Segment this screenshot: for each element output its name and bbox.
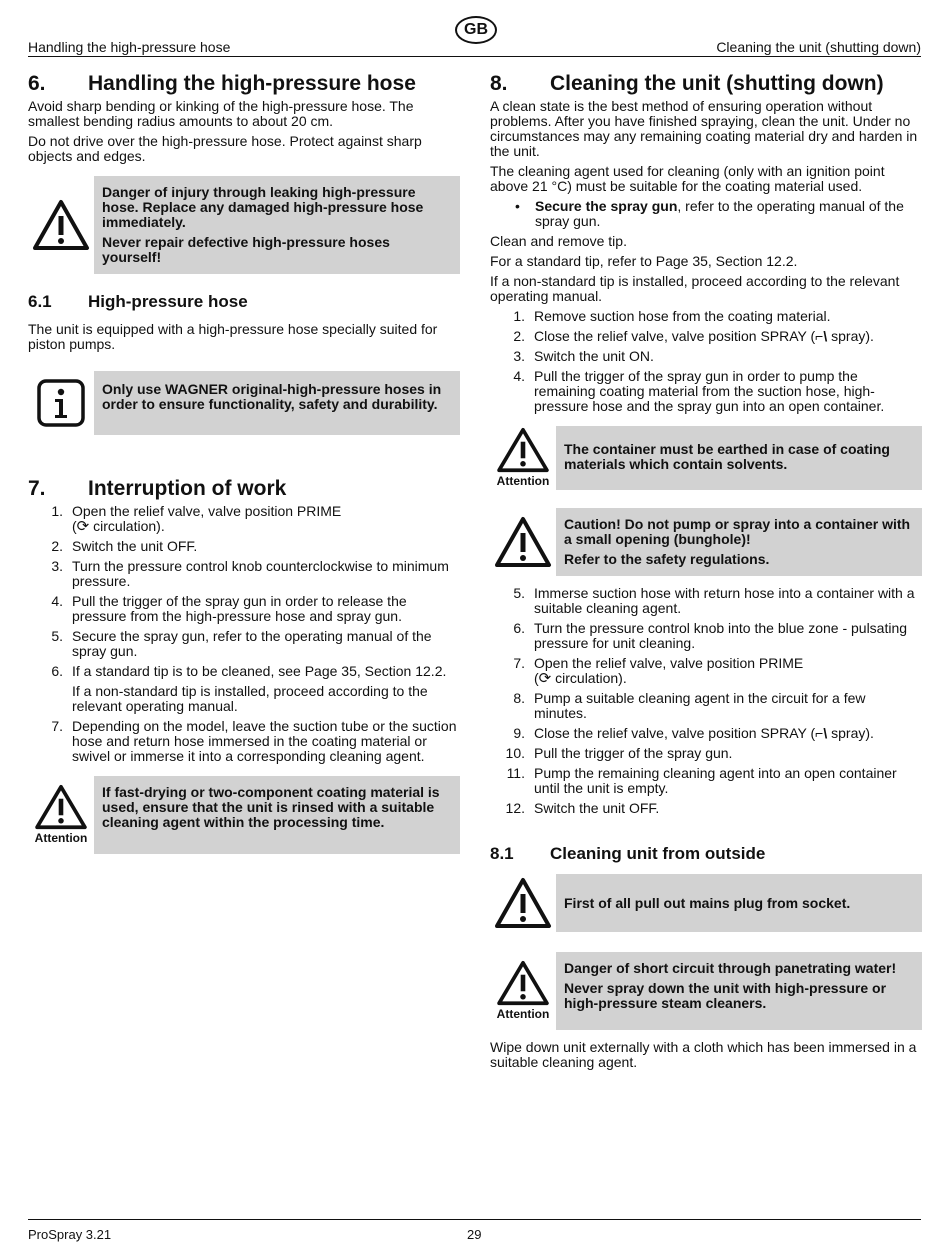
warning-icon: [34, 784, 88, 830]
danger-callout: [28, 176, 460, 274]
right-column: [490, 72, 922, 1075]
info-text: Only use WAGNER original-high-pressure hoses in order to ensure functionality, safety and durability.: [102, 381, 442, 412]
step-number: 12.: [505, 800, 525, 816]
list-item: [28, 629, 460, 659]
step-number: 11.: [506, 765, 525, 781]
step-number: 4.: [513, 368, 525, 384]
list-item: [28, 539, 460, 554]
header-rule: [28, 56, 921, 57]
attention-icon-block: [490, 426, 556, 490]
section-7-heading: [28, 477, 460, 501]
list-item: [28, 559, 460, 589]
list-item: [28, 719, 460, 764]
step-number: 7.: [51, 718, 63, 734]
step-subtext: circulation).: [93, 518, 165, 534]
paragraph: A clean state is the best method of ensuring operation without problems. After you have finished spraying, clean the unit. Under no circumstances may any remaining coating material dry and harden in the unit.: [490, 98, 918, 159]
step-text: Pull the trigger of the spray gun.: [534, 745, 733, 761]
attention-callout: [28, 776, 460, 854]
section-6-heading: [28, 72, 460, 96]
list-item: [490, 726, 922, 741]
step-number: 5.: [51, 628, 63, 644]
step-text: Switch the unit ON.: [534, 348, 654, 364]
attention-icon-block: [28, 776, 94, 854]
bullet-dot: •: [515, 198, 520, 214]
section-number: 8.: [490, 72, 508, 95]
attention-text: Never spray down the unit with high-pressure or high-pressure steam cleaners.: [564, 980, 887, 1011]
section-number: 6.1: [28, 292, 52, 311]
step-text: Depending on the model, leave the suction tube or the suction hose and return hose immersed in the coating material or swivel or immerse it into a corresponding cleaning agent.: [72, 718, 457, 764]
danger-text: Never repair defective high-pressure hoses yourself!: [102, 234, 390, 265]
list-item: [490, 329, 922, 344]
paragraph: Clean and remove tip.: [490, 233, 627, 249]
step-text: If a standard tip is to be cleaned, see Page 35, Section 12.2.: [72, 663, 447, 679]
section-8-1-heading: [490, 844, 922, 864]
list-item: [490, 621, 922, 651]
page-number: 29: [467, 1227, 482, 1242]
warning-icon: [490, 508, 556, 576]
section-number: 6.: [28, 72, 46, 95]
step-text: Pull the trigger of the spray gun in order to release the pressure from the high-pressure hose and spray gun.: [72, 593, 407, 624]
step-text: Secure the spray gun, refer to the operating manual of the spray gun.: [72, 628, 432, 659]
step-number: 3.: [513, 348, 525, 364]
step-text: Open the relief valve, valve position PRIME: [534, 655, 804, 671]
attention-text: If fast-drying or two-component coating material is used, ensure that the unit is rinsed with a suitable cleaning agent within the processing time.: [102, 784, 440, 830]
list-item: [28, 594, 460, 624]
danger-callout: [490, 874, 922, 932]
list-item: 7. Open the relief valve, valve position PRIME (⟳ circulation).: [490, 656, 922, 686]
bullet-bold: Secure the spray gun: [535, 198, 678, 214]
header-right-title: Cleaning the unit (shutting down): [716, 39, 921, 55]
step-number: 3.: [51, 558, 63, 574]
list-item: [490, 746, 922, 761]
attention-label: Attention: [496, 1007, 550, 1021]
step-text: Pump the remaining cleaning agent into an open container until the unit is empty.: [534, 765, 897, 796]
step-number: 2.: [513, 328, 525, 344]
list-item: [490, 691, 922, 721]
warning-icon: [496, 960, 550, 1006]
step-number: 2.: [51, 538, 63, 554]
step-text: Open the relief valve, valve position PRIME: [72, 503, 342, 519]
section-number: 7.: [28, 477, 46, 500]
left-column: [28, 72, 460, 864]
step-text: Immerse suction hose with return hose into a container with a suitable cleaning agent.: [534, 585, 915, 616]
section-8-heading: [490, 72, 922, 96]
circulation-icon: ⟳: [76, 518, 90, 535]
caution-callout: [490, 508, 922, 576]
warning-icon: [28, 176, 94, 274]
cleaning-steps-a: [490, 309, 922, 414]
paragraph: The unit is equipped with a high-pressure hose specially suited for piston pumps.: [28, 321, 438, 352]
circulation-icon: ⟳: [538, 670, 552, 687]
footer-rule: [28, 1219, 921, 1220]
paragraph: Do not drive over the high-pressure hose. Protect against sharp objects and edges.: [28, 133, 422, 164]
step-subtext: circulation).: [555, 670, 627, 686]
list-item: [490, 586, 922, 616]
step-text: Close the relief valve, valve position SPRAY (: [534, 725, 816, 741]
step-text-end: spray).: [827, 725, 874, 741]
cleaning-steps-b: [490, 586, 922, 816]
section-title: High-pressure hose: [88, 292, 248, 311]
attention-text: Danger of short circuit through panetrating water!: [564, 960, 897, 976]
attention-callout: [490, 426, 922, 490]
step-text: Turn the pressure control knob into the blue zone - pulsating pressure for unit cleaning.: [534, 620, 908, 651]
paragraph: If a non-standard tip is installed, proceed according to the relevant operating manual.: [490, 273, 900, 304]
step-number: 10.: [505, 745, 525, 761]
step-number: 5.: [513, 585, 525, 601]
list-item: [490, 801, 922, 816]
paragraph: For a standard tip, refer to Page 35, Section 12.2.: [490, 253, 798, 269]
paragraph: Wipe down unit externally with a cloth which has been immersed in a suitable cleaning agent.: [490, 1039, 917, 1070]
step-number: 7.: [513, 655, 525, 671]
step-number: 6.: [51, 663, 63, 679]
attention-label: Attention: [34, 831, 88, 845]
attention-icon-block: [490, 952, 556, 1030]
list-item: [490, 369, 922, 414]
step-text: Switch the unit OFF.: [534, 800, 660, 816]
step-text: If a non-standard tip is installed, proceed according to the relevant operating manual.: [72, 683, 428, 714]
footer-model: ProSpray 3.21: [28, 1227, 112, 1242]
attention-label: Attention: [496, 474, 550, 488]
spray-icon: ⌐\: [815, 725, 828, 741]
list-item: 1. Open the relief valve, valve position PRIME (⟳ circulation).: [28, 504, 460, 534]
step-number: 9.: [513, 725, 525, 741]
header-left-title: Handling the high-pressure hose: [28, 39, 231, 55]
step-text-end: spray).: [827, 328, 874, 344]
step-number: 4.: [51, 593, 63, 609]
info-callout: [28, 371, 460, 435]
step-text: Close the relief valve, valve position SPRAY (: [534, 328, 816, 344]
section-title: Handling the high-pressure hose: [88, 72, 416, 95]
bullet-item: [490, 199, 922, 229]
warning-icon: [496, 427, 550, 473]
danger-text: First of all pull out mains plug from socket.: [564, 895, 851, 911]
step-text: Turn the pressure control knob counterclockwise to minimum pressure.: [72, 558, 449, 589]
caution-text: Refer to the safety regulations.: [564, 551, 770, 567]
section-number: 8.1: [490, 844, 514, 863]
step-text: Pull the trigger of the spray gun in order to pump the remaining coating material from the suction hose, high-pressure hose and the spray gun into an open container.: [534, 368, 885, 414]
step-text: Switch the unit OFF.: [72, 538, 198, 554]
interruption-steps: [28, 504, 460, 764]
list-item: [490, 309, 922, 324]
step-number: 1.: [51, 503, 63, 519]
spray-icon: ⌐\: [815, 328, 828, 344]
paragraph: The cleaning agent used for cleaning (only with an ignition point above 21 °C) must be suitable for the coating material used.: [490, 163, 885, 194]
step-number: 1.: [513, 308, 525, 324]
section-title: Cleaning the unit (shutting down): [550, 72, 884, 95]
caution-text: Caution! Do not pump or spray into a container with a small opening (bunghole)!: [564, 516, 911, 547]
list-item: [490, 766, 922, 796]
section-title: Interruption of work: [88, 477, 287, 500]
warning-icon: [490, 874, 556, 932]
step-text: Pump a suitable cleaning agent in the circuit for a few minutes.: [534, 690, 866, 721]
language-badge: GB: [455, 16, 497, 44]
section-6-1-heading: [28, 292, 460, 312]
step-number: 6.: [513, 620, 525, 636]
info-icon: [28, 371, 94, 435]
attention-callout: [490, 952, 922, 1030]
list-item: [28, 664, 460, 714]
bullet-text: , refer to the operating manual of the spray gun.: [535, 198, 904, 229]
paragraph: Avoid sharp bending or kinking of the high-pressure hose. The smallest bending radius amounts to about 20 cm.: [28, 98, 414, 129]
step-number: 8.: [513, 690, 525, 706]
danger-text: Danger of injury through leaking high-pressure hose. Replace any damaged high-pressure hose immediately.: [102, 184, 424, 230]
list-item: [490, 349, 922, 364]
step-text: Remove suction hose from the coating material.: [534, 308, 831, 324]
section-title: Cleaning unit from outside: [550, 844, 766, 863]
attention-text: The container must be earthed in case of coating materials which contain solvents.: [564, 441, 890, 472]
